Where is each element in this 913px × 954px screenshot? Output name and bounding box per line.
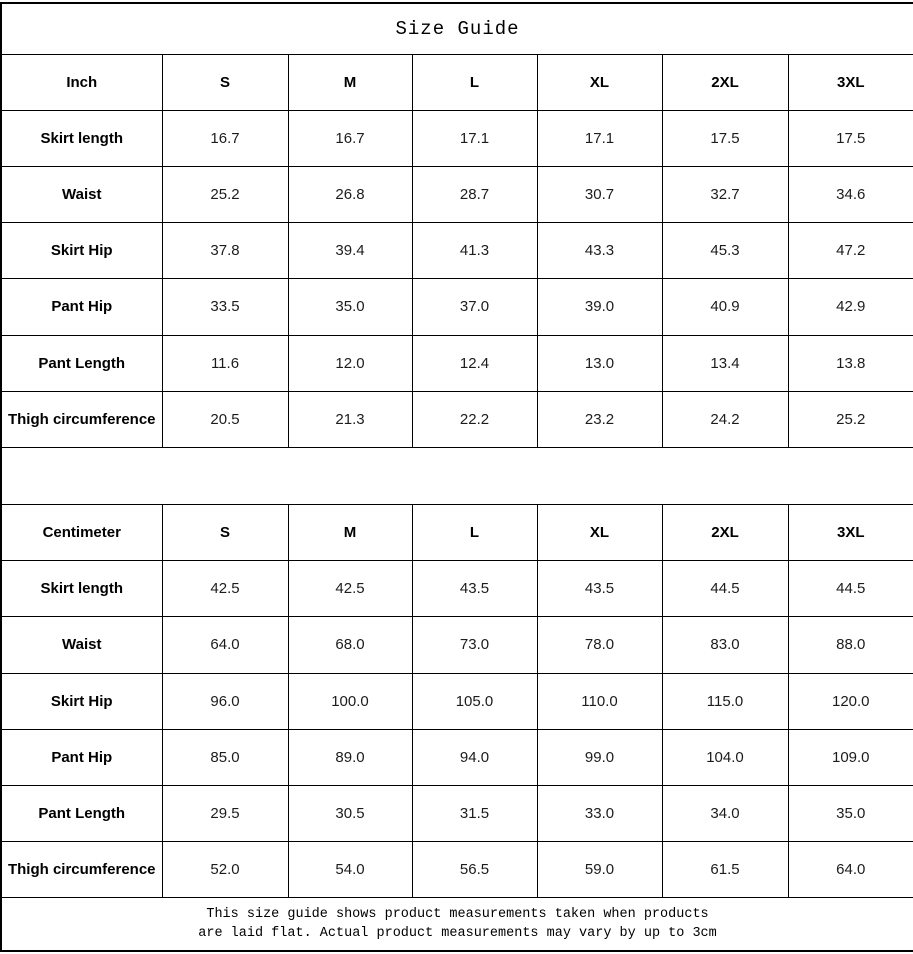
- size-guide-table: [0, 2, 913, 952]
- page-title: Size Guide: [1, 3, 913, 54]
- value-cell: 32.7: [662, 167, 788, 223]
- value-cell: 64.0: [162, 617, 288, 673]
- value-cell: 59.0: [537, 842, 662, 898]
- value-cell: 105.0: [412, 673, 537, 729]
- inch-header-row: [1, 54, 913, 110]
- table-row: [1, 673, 913, 729]
- value-cell: 115.0: [662, 673, 788, 729]
- value-cell: 34.0: [662, 785, 788, 841]
- table-row: [1, 279, 913, 335]
- value-cell: 37.8: [162, 223, 288, 279]
- value-cell: 17.1: [412, 110, 537, 166]
- size-header-s: S: [162, 54, 288, 110]
- size-header-s: S: [162, 505, 288, 561]
- value-cell: 120.0: [788, 673, 913, 729]
- value-cell: 28.7: [412, 167, 537, 223]
- size-header-3xl: 3XL: [788, 505, 913, 561]
- spacer-row: [1, 447, 913, 504]
- value-cell: 12.4: [412, 335, 537, 391]
- value-cell: 42.9: [788, 279, 913, 335]
- size-header-xl: XL: [537, 54, 662, 110]
- size-header-l: L: [412, 54, 537, 110]
- value-cell: 33.0: [537, 785, 662, 841]
- size-header-l: L: [412, 505, 537, 561]
- value-cell: 16.7: [288, 110, 412, 166]
- footer-note-line1: This size guide shows product measurements taken when products: [206, 907, 709, 923]
- size-header-m: M: [288, 54, 412, 110]
- table-row: [1, 223, 913, 279]
- value-cell: 44.5: [662, 561, 788, 617]
- value-cell: 61.5: [662, 842, 788, 898]
- value-cell: 31.5: [412, 785, 537, 841]
- value-cell: 30.7: [537, 167, 662, 223]
- value-cell: 64.0: [788, 842, 913, 898]
- unit-header-inch: Inch: [1, 54, 162, 110]
- size-header-2xl: 2XL: [662, 54, 788, 110]
- value-cell: 16.7: [162, 110, 288, 166]
- value-cell: 39.0: [537, 279, 662, 335]
- table-row: [1, 561, 913, 617]
- centimeter-header-row: [1, 505, 913, 561]
- value-cell: 26.8: [288, 167, 412, 223]
- value-cell: 52.0: [162, 842, 288, 898]
- value-cell: 13.4: [662, 335, 788, 391]
- table-row: [1, 842, 913, 898]
- value-cell: 21.3: [288, 391, 412, 447]
- table-row: [1, 617, 913, 673]
- size-header-3xl: 3XL: [788, 54, 913, 110]
- row-label: Waist: [1, 617, 162, 673]
- value-cell: 85.0: [162, 729, 288, 785]
- size-header-m: M: [288, 505, 412, 561]
- size-header-xl: XL: [537, 505, 662, 561]
- value-cell: 30.5: [288, 785, 412, 841]
- footer-row: [1, 898, 913, 951]
- row-label: Pant Hip: [1, 729, 162, 785]
- value-cell: 99.0: [537, 729, 662, 785]
- table-row: [1, 785, 913, 841]
- table-row: [1, 391, 913, 447]
- row-label: Skirt length: [1, 110, 162, 166]
- value-cell: 17.1: [537, 110, 662, 166]
- value-cell: 37.0: [412, 279, 537, 335]
- row-label: Thigh circumference: [1, 391, 162, 447]
- value-cell: 41.3: [412, 223, 537, 279]
- value-cell: 39.4: [288, 223, 412, 279]
- footer-note: [1, 898, 913, 951]
- table-row: [1, 167, 913, 223]
- unit-header-centimeter: Centimeter: [1, 505, 162, 561]
- value-cell: 35.0: [788, 785, 913, 841]
- value-cell: 40.9: [662, 279, 788, 335]
- title-row: [1, 3, 913, 54]
- value-cell: 47.2: [788, 223, 913, 279]
- value-cell: 42.5: [288, 561, 412, 617]
- value-cell: 25.2: [788, 391, 913, 447]
- value-cell: 13.0: [537, 335, 662, 391]
- value-cell: 11.6: [162, 335, 288, 391]
- value-cell: 96.0: [162, 673, 288, 729]
- value-cell: 54.0: [288, 842, 412, 898]
- row-label: Skirt Hip: [1, 223, 162, 279]
- value-cell: 89.0: [288, 729, 412, 785]
- table-row: [1, 110, 913, 166]
- value-cell: 13.8: [788, 335, 913, 391]
- row-label: Skirt length: [1, 561, 162, 617]
- value-cell: 78.0: [537, 617, 662, 673]
- value-cell: 43.5: [412, 561, 537, 617]
- row-label: Pant Hip: [1, 279, 162, 335]
- value-cell: 43.3: [537, 223, 662, 279]
- row-label: Skirt Hip: [1, 673, 162, 729]
- size-header-2xl: 2XL: [662, 505, 788, 561]
- value-cell: 22.2: [412, 391, 537, 447]
- spacer-cell: [1, 447, 913, 504]
- value-cell: 73.0: [412, 617, 537, 673]
- value-cell: 12.0: [288, 335, 412, 391]
- row-label: Pant Length: [1, 335, 162, 391]
- value-cell: 20.5: [162, 391, 288, 447]
- value-cell: 83.0: [662, 617, 788, 673]
- row-label: Pant Length: [1, 785, 162, 841]
- value-cell: 88.0: [788, 617, 913, 673]
- value-cell: 109.0: [788, 729, 913, 785]
- value-cell: 24.2: [662, 391, 788, 447]
- value-cell: 23.2: [537, 391, 662, 447]
- value-cell: 100.0: [288, 673, 412, 729]
- value-cell: 68.0: [288, 617, 412, 673]
- row-label: Waist: [1, 167, 162, 223]
- value-cell: 17.5: [662, 110, 788, 166]
- value-cell: 33.5: [162, 279, 288, 335]
- value-cell: 17.5: [788, 110, 913, 166]
- value-cell: 110.0: [537, 673, 662, 729]
- table-row: [1, 729, 913, 785]
- value-cell: 42.5: [162, 561, 288, 617]
- table-row: [1, 335, 913, 391]
- value-cell: 104.0: [662, 729, 788, 785]
- value-cell: 44.5: [788, 561, 913, 617]
- value-cell: 43.5: [537, 561, 662, 617]
- value-cell: 35.0: [288, 279, 412, 335]
- footer-note-line2: are laid flat. Actual product measurements may vary by up to 3cm: [198, 926, 717, 942]
- value-cell: 29.5: [162, 785, 288, 841]
- value-cell: 34.6: [788, 167, 913, 223]
- value-cell: 56.5: [412, 842, 537, 898]
- value-cell: 25.2: [162, 167, 288, 223]
- row-label: Thigh circumference: [1, 842, 162, 898]
- value-cell: 45.3: [662, 223, 788, 279]
- value-cell: 94.0: [412, 729, 537, 785]
